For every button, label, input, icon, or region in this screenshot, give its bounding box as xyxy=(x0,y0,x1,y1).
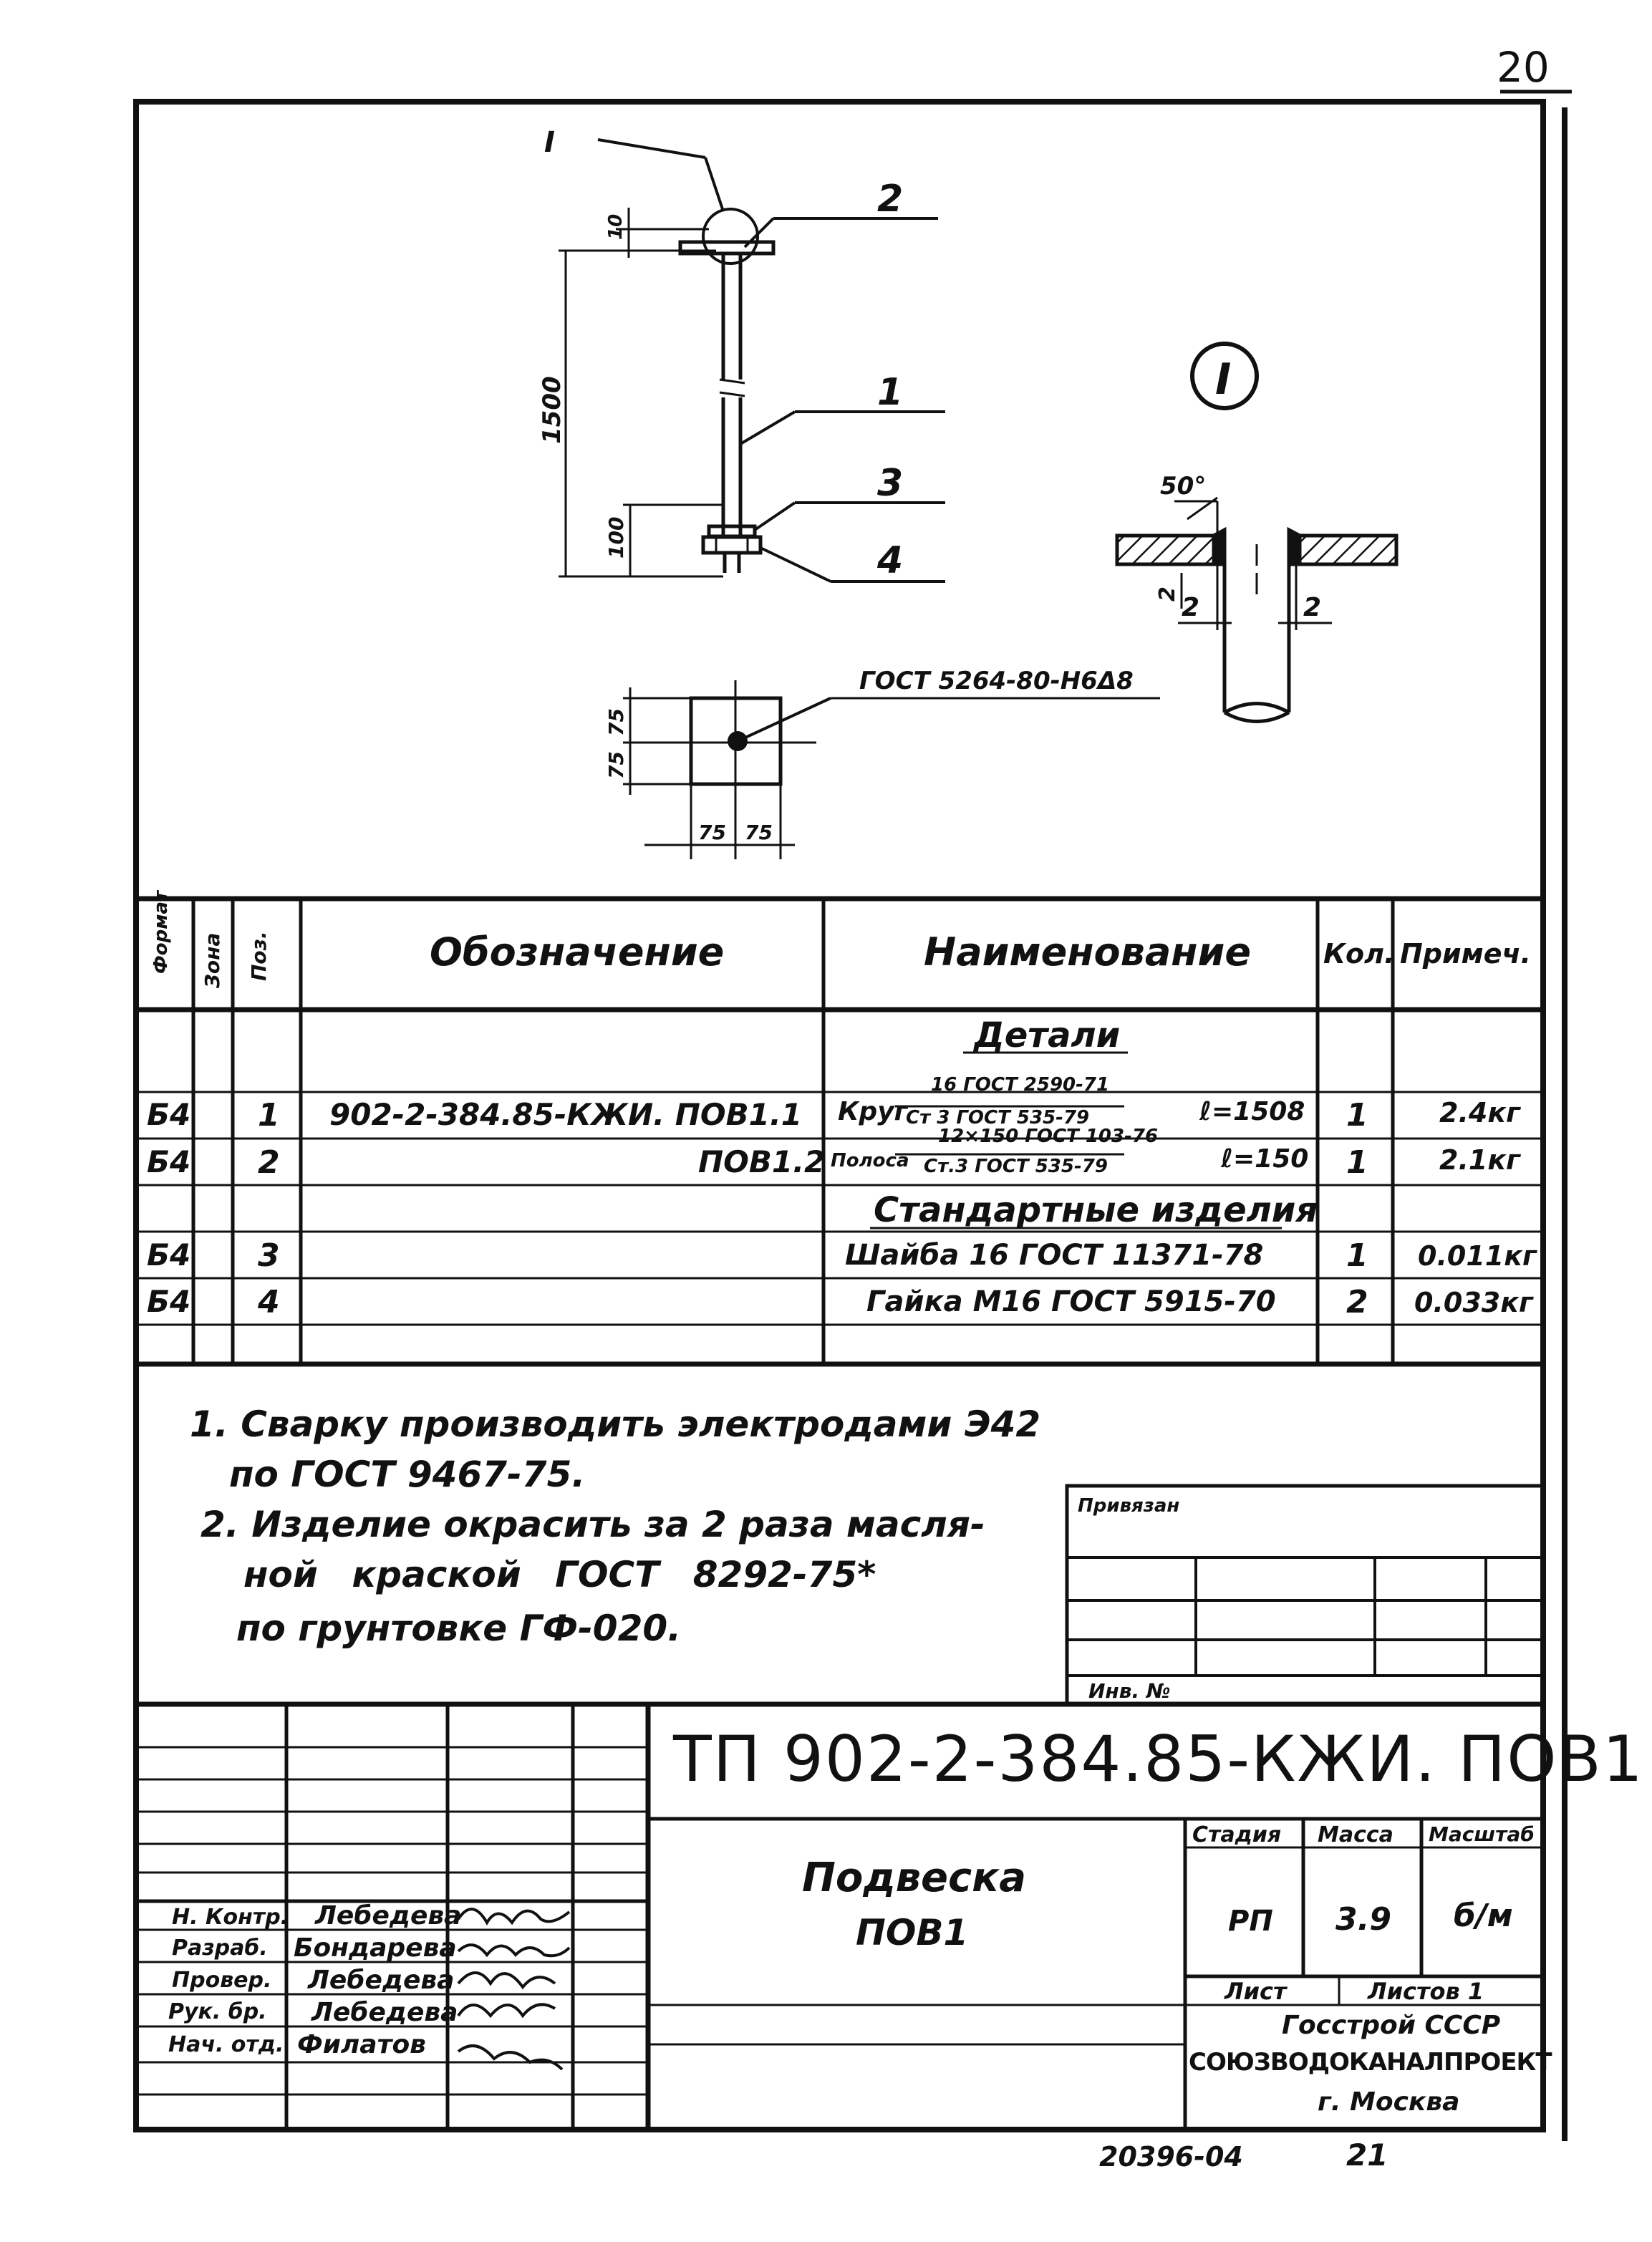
table-row-2-pos: 2 xyxy=(258,1144,280,1181)
weld-note: ГОСТ 5264-80-Н6Δ8 xyxy=(859,667,1134,695)
table-row-1-qty: 1 xyxy=(1346,1097,1368,1134)
stage-label: Стадия xyxy=(1192,1822,1282,1847)
stage-value: РП xyxy=(1228,1905,1273,1938)
pos-label-4: 4 xyxy=(877,539,904,582)
table-row-1-format: Б4 xyxy=(147,1097,191,1132)
note-line-1: 1. Сварку производить электродами Э42 xyxy=(190,1403,1041,1445)
table-row-1-name-bottom: Ст 3 ГОСТ 535-79 xyxy=(906,1107,1090,1129)
table-row-1-designation: 902-2-384.85-КЖИ. ПОВ1.1 xyxy=(329,1097,803,1132)
sign-role-4: Рук. бр. xyxy=(168,1999,267,2024)
table-row-1-name-prefix: Круг xyxy=(838,1097,908,1126)
section-details: Детали xyxy=(974,1015,1121,1055)
table-row-4-pos: 4 xyxy=(258,1284,280,1320)
table-row-4-qty: 2 xyxy=(1346,1284,1368,1320)
sign-role-3: Провер. xyxy=(172,1968,272,1993)
dim-gap-mid: 2 xyxy=(1182,593,1200,622)
signature-scribbles xyxy=(458,1909,569,2069)
table-row-2-note: 2.1кг xyxy=(1439,1144,1520,1176)
sign-name-1: Лебедева xyxy=(315,1901,462,1931)
org-line-2: СОЮЗВОДОКАНАЛПРОЕКТ xyxy=(1189,2048,1552,2077)
header-qty: Кол. xyxy=(1323,938,1395,970)
dim-plate-w1: 75 xyxy=(698,821,726,844)
sign-name-3: Лебедева xyxy=(308,1966,455,1995)
title-line-1: Подвеска xyxy=(802,1855,1026,1901)
header-format: Формат xyxy=(150,890,172,974)
dim-plate-w2: 75 xyxy=(745,821,773,844)
table-row-1-name-suffix: ℓ=1508 xyxy=(1199,1097,1305,1126)
org-line-3: г. Москва xyxy=(1318,2087,1460,2117)
sign-role-1: Н. Контр. xyxy=(172,1905,289,1930)
page-number: 20 xyxy=(1497,43,1550,92)
dim-angle: 50° xyxy=(1160,472,1207,501)
note-line-3: 2. Изделие окрасить за 2 раза масля- xyxy=(201,1504,985,1545)
note-line-5: по грунтовке ГФ-020. xyxy=(236,1608,682,1649)
sign-role-5: Нач. отд. xyxy=(168,2032,284,2057)
table-row-1-note: 2.4кг xyxy=(1439,1097,1520,1129)
sheet-label: Лист xyxy=(1224,1978,1287,2005)
org-line-1: Госстрой СССР xyxy=(1282,2011,1501,2040)
dim-length: 1500 xyxy=(538,376,566,444)
sign-name-4: Лебедева xyxy=(311,1998,458,2027)
note-line-4: ной краской ГОСТ 8292-75* xyxy=(243,1554,876,1595)
table-row-4-name: Гайка М16 ГОСТ 5915-70 xyxy=(866,1285,1276,1318)
table-row-1-pos: 1 xyxy=(258,1097,280,1134)
sign-name-5: Филатов xyxy=(297,2030,426,2059)
binding-block-grid xyxy=(1067,1486,1543,1704)
table-row-3-note: 0.011кг xyxy=(1418,1240,1537,1272)
dim-plate-h1: 75 xyxy=(604,708,628,736)
detail-view xyxy=(1117,344,1396,722)
binding-label: Привязан xyxy=(1078,1495,1180,1517)
note-line-2: по ГОСТ 9467-75. xyxy=(229,1454,586,1495)
detail-marker-label: I xyxy=(1215,354,1232,405)
table-row-3-name: Шайба 16 ГОСТ 11371-78 xyxy=(845,1239,1264,1272)
scale-value: б/м xyxy=(1454,1898,1513,1934)
section-standard: Стандартные изделия xyxy=(874,1190,1318,1230)
callout-label: I xyxy=(544,126,555,159)
table-row-2-name-top: 12×150 ГОСТ 103-76 xyxy=(938,1126,1159,1147)
table-row-2-qty: 1 xyxy=(1346,1144,1368,1181)
table-row-4-format: Б4 xyxy=(147,1284,191,1319)
pos-label-3: 3 xyxy=(877,462,904,505)
header-note: Примеч. xyxy=(1400,938,1531,970)
table-row-3-pos: 3 xyxy=(258,1237,280,1274)
table-row-2-format: Б4 xyxy=(147,1144,191,1179)
callout-circle xyxy=(703,209,758,264)
pos-label-2: 2 xyxy=(877,178,904,221)
header-pos: Поз. xyxy=(247,931,271,981)
dim-gap-right: 2 xyxy=(1303,593,1322,622)
table-row-1-name-top: 16 ГОСТ 2590-71 xyxy=(931,1074,1110,1096)
plate-labels xyxy=(604,667,1134,844)
footer-sheet-number: 21 xyxy=(1346,2137,1388,2173)
header-zone: Зона xyxy=(201,932,224,988)
rod-labels xyxy=(538,126,903,582)
doc-code: ТП 902-2-384.85-КЖИ. ПОВ1 xyxy=(673,1722,1644,1796)
inventory-label: Инв. № xyxy=(1088,1679,1171,1703)
mass-value: 3.9 xyxy=(1335,1901,1391,1938)
table-row-2-designation: ПОВ1.2 xyxy=(698,1144,826,1179)
sheets-label: Листов 1 xyxy=(1368,1978,1484,2005)
dim-plate-h2: 75 xyxy=(604,751,628,779)
table-row-3-format: Б4 xyxy=(147,1237,191,1272)
dim-gap-left: 2 xyxy=(1155,586,1180,601)
header-designation: Обозначение xyxy=(430,929,725,975)
dim-top-gap: 10 xyxy=(605,213,627,240)
dim-bottom: 100 xyxy=(604,516,628,559)
mass-label: Масса xyxy=(1318,1822,1393,1847)
sign-role-2: Разраб. xyxy=(172,1936,268,1961)
scale-label: Масштаб xyxy=(1429,1822,1535,1846)
table-row-2-name-suffix: ℓ=150 xyxy=(1221,1144,1309,1174)
table-row-4-note: 0.033кг xyxy=(1414,1287,1533,1318)
title-line-2: ПОВ1 xyxy=(856,1912,969,1953)
table-row-2-name-bottom: Ст.3 ГОСТ 535-79 xyxy=(924,1156,1108,1177)
archive-number: 20396-04 xyxy=(1099,2141,1243,2173)
header-name: Наименование xyxy=(924,929,1252,975)
table-row-3-qty: 1 xyxy=(1346,1237,1368,1274)
pos-label-1: 1 xyxy=(877,371,904,414)
sign-name-2: Бондарева xyxy=(294,1933,457,1963)
table-row-2-name-prefix: Полоса xyxy=(831,1150,909,1171)
